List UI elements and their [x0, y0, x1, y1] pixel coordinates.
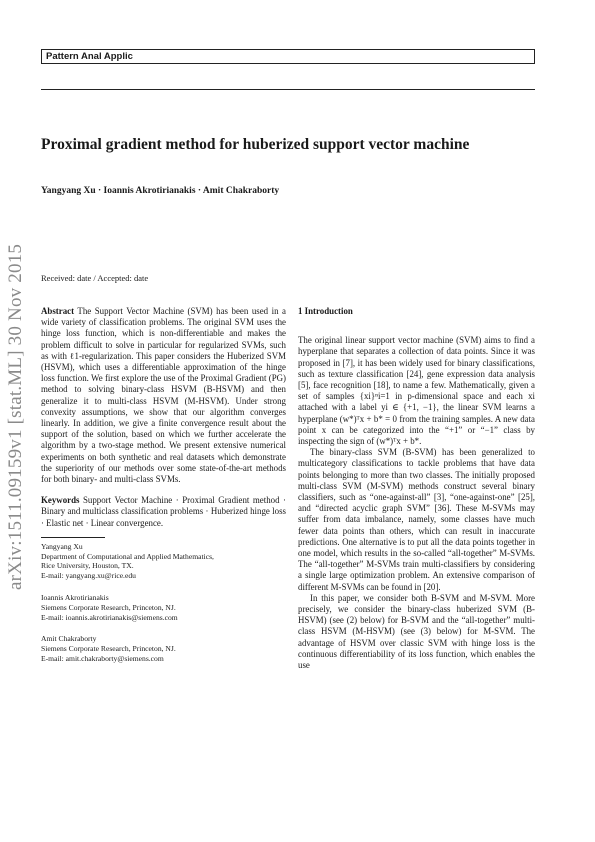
affiliation-1: [41, 542, 286, 581]
affiliation-email: E-mail: yangyang.xu@rice.edu: [41, 571, 136, 581]
left-column: [41, 306, 286, 664]
abstract-text: The Support Vector Machine (SVM) has been used in a wide variety of classification problems. The original SVM uses the hinge loss function, which is non-differentiable and makes the problem difficult to solve in particular for regularized SVMs, such as with ℓ1-regularization. This paper considers the Huberized SVM (HSVM), which uses a differentiable approximation of the hinge loss function. We first explore the use of the Proximal Gradient (PG) method to solving binary-class HSVM (B-HSVM) and then generalize it to multi-class HSVM (M-HSVM). Under strong convexity assumptions, we show that our algorithm converges linearly. In addition, we give a finite convergence result about the support of the solution, based on which we further accelerate the algorithm by a two-stage method. We present extensive numerical experiments on both synthetic and real datasets which demonstrate the superiority of our methods over some state-of-the-art methods for both binary- and multi-class SVMs.: [41, 306, 286, 485]
affiliation-email: E-mail: ioannis.akrotirianakis@siemens.com: [41, 612, 178, 622]
affiliation-email: E-mail: amit.chakraborty@siemens.com: [41, 654, 164, 664]
author-list: Yangyang Xu · Ioannis Akrotirianakis · Amit Chakraborty: [41, 186, 280, 196]
intro-paragraph-1: The original linear support vector machine (SVM) aims to find a hyperplane that separates a collection of data points. Since it was proposed in [7], it has been widely used for binary classifications, such as texture classification [24], gene expression data analysis [5], face recognition [18], to name a few. Mathematically, given a set of samples {xi}ⁿi=1 in p-dimensional space and each xi attached with a label yi ∈ {+1, −1}, the linear SVM learns a hyperplane (w*)ᵀx + b* = 0 from the training samples. A new data point x can be categorized into the “+1” or “−1” class by inspecting the sign of (w*)ᵀx + b*.: [298, 335, 535, 447]
journal-header: [41, 49, 535, 64]
keywords-label: Keywords: [41, 495, 80, 506]
intro-paragraph-2: The binary-class SVM (B-SVM) has been generalized to multicategory classifications to tackle problems that have data points belonging to more than two classes. The initially proposed multi-class SVM (M-SVM) methods construct several binary classifiers, such as “one-against-all” [3], “one-against-one” [25], and “directed acyclic graph SVM” [36]. These M-SVMs may suffer from data imbalance, namely, some classes have much fewer data points than others, which can result in inaccurate predictions. One alternative is to put all the data points together in one model, which results in the so-called “all-together” M-SVMs. The “all-together” M-SVMs train multi-classifiers by considering a single large optimization problem. An extensive comparison of different M-SVMs can be found in [20].: [298, 447, 535, 592]
intro-paragraph-3: In this paper, we consider both B-SVM and M-SVM. More precisely, we consider the binary-class huberized SVM (B-HSVM) (see (2) below) for B-SVM and the “all-together” multi-class HSVM (M-HSVM) (see (3) below) for M-SVM. The advantage of HSVM over classic SVM with hinge loss is the continuous differentiability of its loss function, which enables the use: [298, 592, 535, 671]
paper-title: Proximal gradient method for huberized support vector machine: [41, 136, 470, 153]
abstract-label: Abstract: [41, 306, 75, 316]
keywords: [41, 495, 286, 529]
affiliation-org: Siemens Corporate Research, Princeton, NJ.: [41, 602, 176, 612]
journal-name: Pattern Anal Applic: [46, 51, 133, 62]
affiliation-name: Yangyang Xu: [41, 541, 83, 551]
affiliations: [41, 542, 286, 664]
arxiv-stamp: arXiv:1511.09159v1 [stat.ML] 30 Nov 2015: [5, 243, 26, 590]
section-heading: 1 Introduction: [298, 306, 353, 316]
keywords-text: Support Vector Machine · Proximal Gradient method · Binary and multiclass classification problems · Huberized hinge loss · Elastic net · Linear convergence.: [41, 495, 286, 528]
affiliation-org: Siemens Corporate Research, Princeton, NJ.: [41, 644, 176, 654]
received-dates: Received: date / Accepted: date: [41, 273, 149, 283]
affiliation-2: [41, 593, 286, 622]
affiliation-name: Amit Chakraborty: [41, 634, 97, 644]
affiliation-name: Ioannis Akrotirianakis: [41, 593, 109, 603]
affiliation-3: [41, 634, 286, 663]
affiliation-org: Rice University, Houston, TX.: [41, 561, 134, 571]
abstract: [41, 306, 286, 485]
affiliation-dept: Department of Computational and Applied Mathematics,: [41, 551, 214, 561]
header-rule: [41, 89, 535, 90]
right-column: [298, 306, 535, 671]
footnote-rule: [41, 537, 105, 538]
